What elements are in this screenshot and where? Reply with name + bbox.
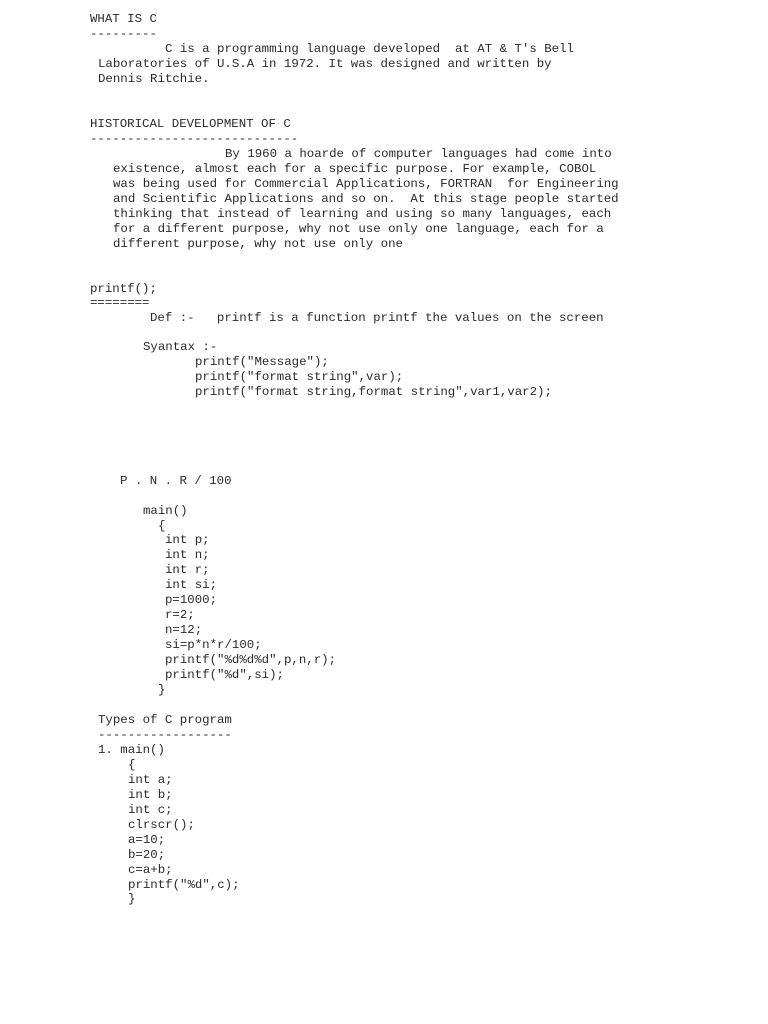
code-brace: { <box>158 519 166 533</box>
code-line: printf("%d",c); <box>128 878 240 892</box>
paragraph-line: Dennis Ritchie. <box>98 72 210 86</box>
syntax-line: printf("format string",var); <box>195 370 404 384</box>
code-line: a=10; <box>128 833 166 847</box>
code-line: r=2; <box>165 608 195 622</box>
code-line: int n; <box>165 548 210 562</box>
heading-underline: ------------------ <box>98 728 232 742</box>
formula-line: P . N . R / 100 <box>120 474 232 488</box>
code-line: int c; <box>128 803 173 817</box>
code-line: main() <box>143 504 188 518</box>
code-line: si=p*n*r/100; <box>165 638 262 652</box>
section-heading-what-is-c: WHAT IS C <box>90 12 157 26</box>
paragraph-line: and Scientific Applications and so on. At this stage people started <box>113 192 619 206</box>
definition-line: Def :- printf is a function printf the values on the screen <box>150 311 604 325</box>
heading-underline: ======== <box>90 296 150 310</box>
paragraph-line: C is a programming language developed at AT & T's Bell <box>165 42 574 56</box>
code-line: printf("%d%d%d",p,n,r); <box>165 653 337 667</box>
paragraph-line: existence, almost each for a specific purpose. For example, COBOL <box>113 162 597 176</box>
paragraph-line: Laboratories of U.S.A in 1972. It was designed and written by <box>98 57 552 71</box>
code-line: int r; <box>165 563 210 577</box>
code-line: int p; <box>165 533 210 547</box>
syntax-line: printf("Message"); <box>195 355 329 369</box>
code-line: b=20; <box>128 848 166 862</box>
paragraph-line: for a different purpose, why not use only one language, each for a <box>113 222 604 236</box>
paragraph-line: different purpose, why not use only one <box>113 237 403 251</box>
section-heading-historical: HISTORICAL DEVELOPMENT OF C <box>90 117 291 131</box>
code-line: 1. main() <box>98 743 165 757</box>
code-line: int a; <box>128 773 173 787</box>
heading-underline: --------- <box>90 27 157 41</box>
paragraph-line: By 1960 a hoarde of computer languages had come into <box>225 147 612 161</box>
paragraph-line: was being used for Commercial Applications, FORTRAN for Engineering <box>113 177 619 191</box>
section-heading-printf: printf(); <box>90 282 157 296</box>
code-line: int b; <box>128 788 173 802</box>
heading-underline: ---------------------------- <box>90 132 299 146</box>
code-line: int si; <box>165 578 218 592</box>
code-line: n=12; <box>165 623 203 637</box>
syntax-line: printf("format string,format string",var1,var2); <box>195 385 552 399</box>
code-line: p=1000; <box>165 593 218 607</box>
paragraph-line: thinking that instead of learning and using so many languages, each <box>113 207 612 221</box>
code-line: clrscr(); <box>128 818 195 832</box>
syntax-label: Syantax :- <box>143 340 218 354</box>
code-brace: { <box>128 758 136 772</box>
code-line: printf("%d",si); <box>165 668 284 682</box>
code-line: c=a+b; <box>128 863 173 877</box>
section-heading-types: Types of C program <box>98 713 232 727</box>
code-brace: } <box>128 892 136 906</box>
code-brace: } <box>158 683 166 697</box>
